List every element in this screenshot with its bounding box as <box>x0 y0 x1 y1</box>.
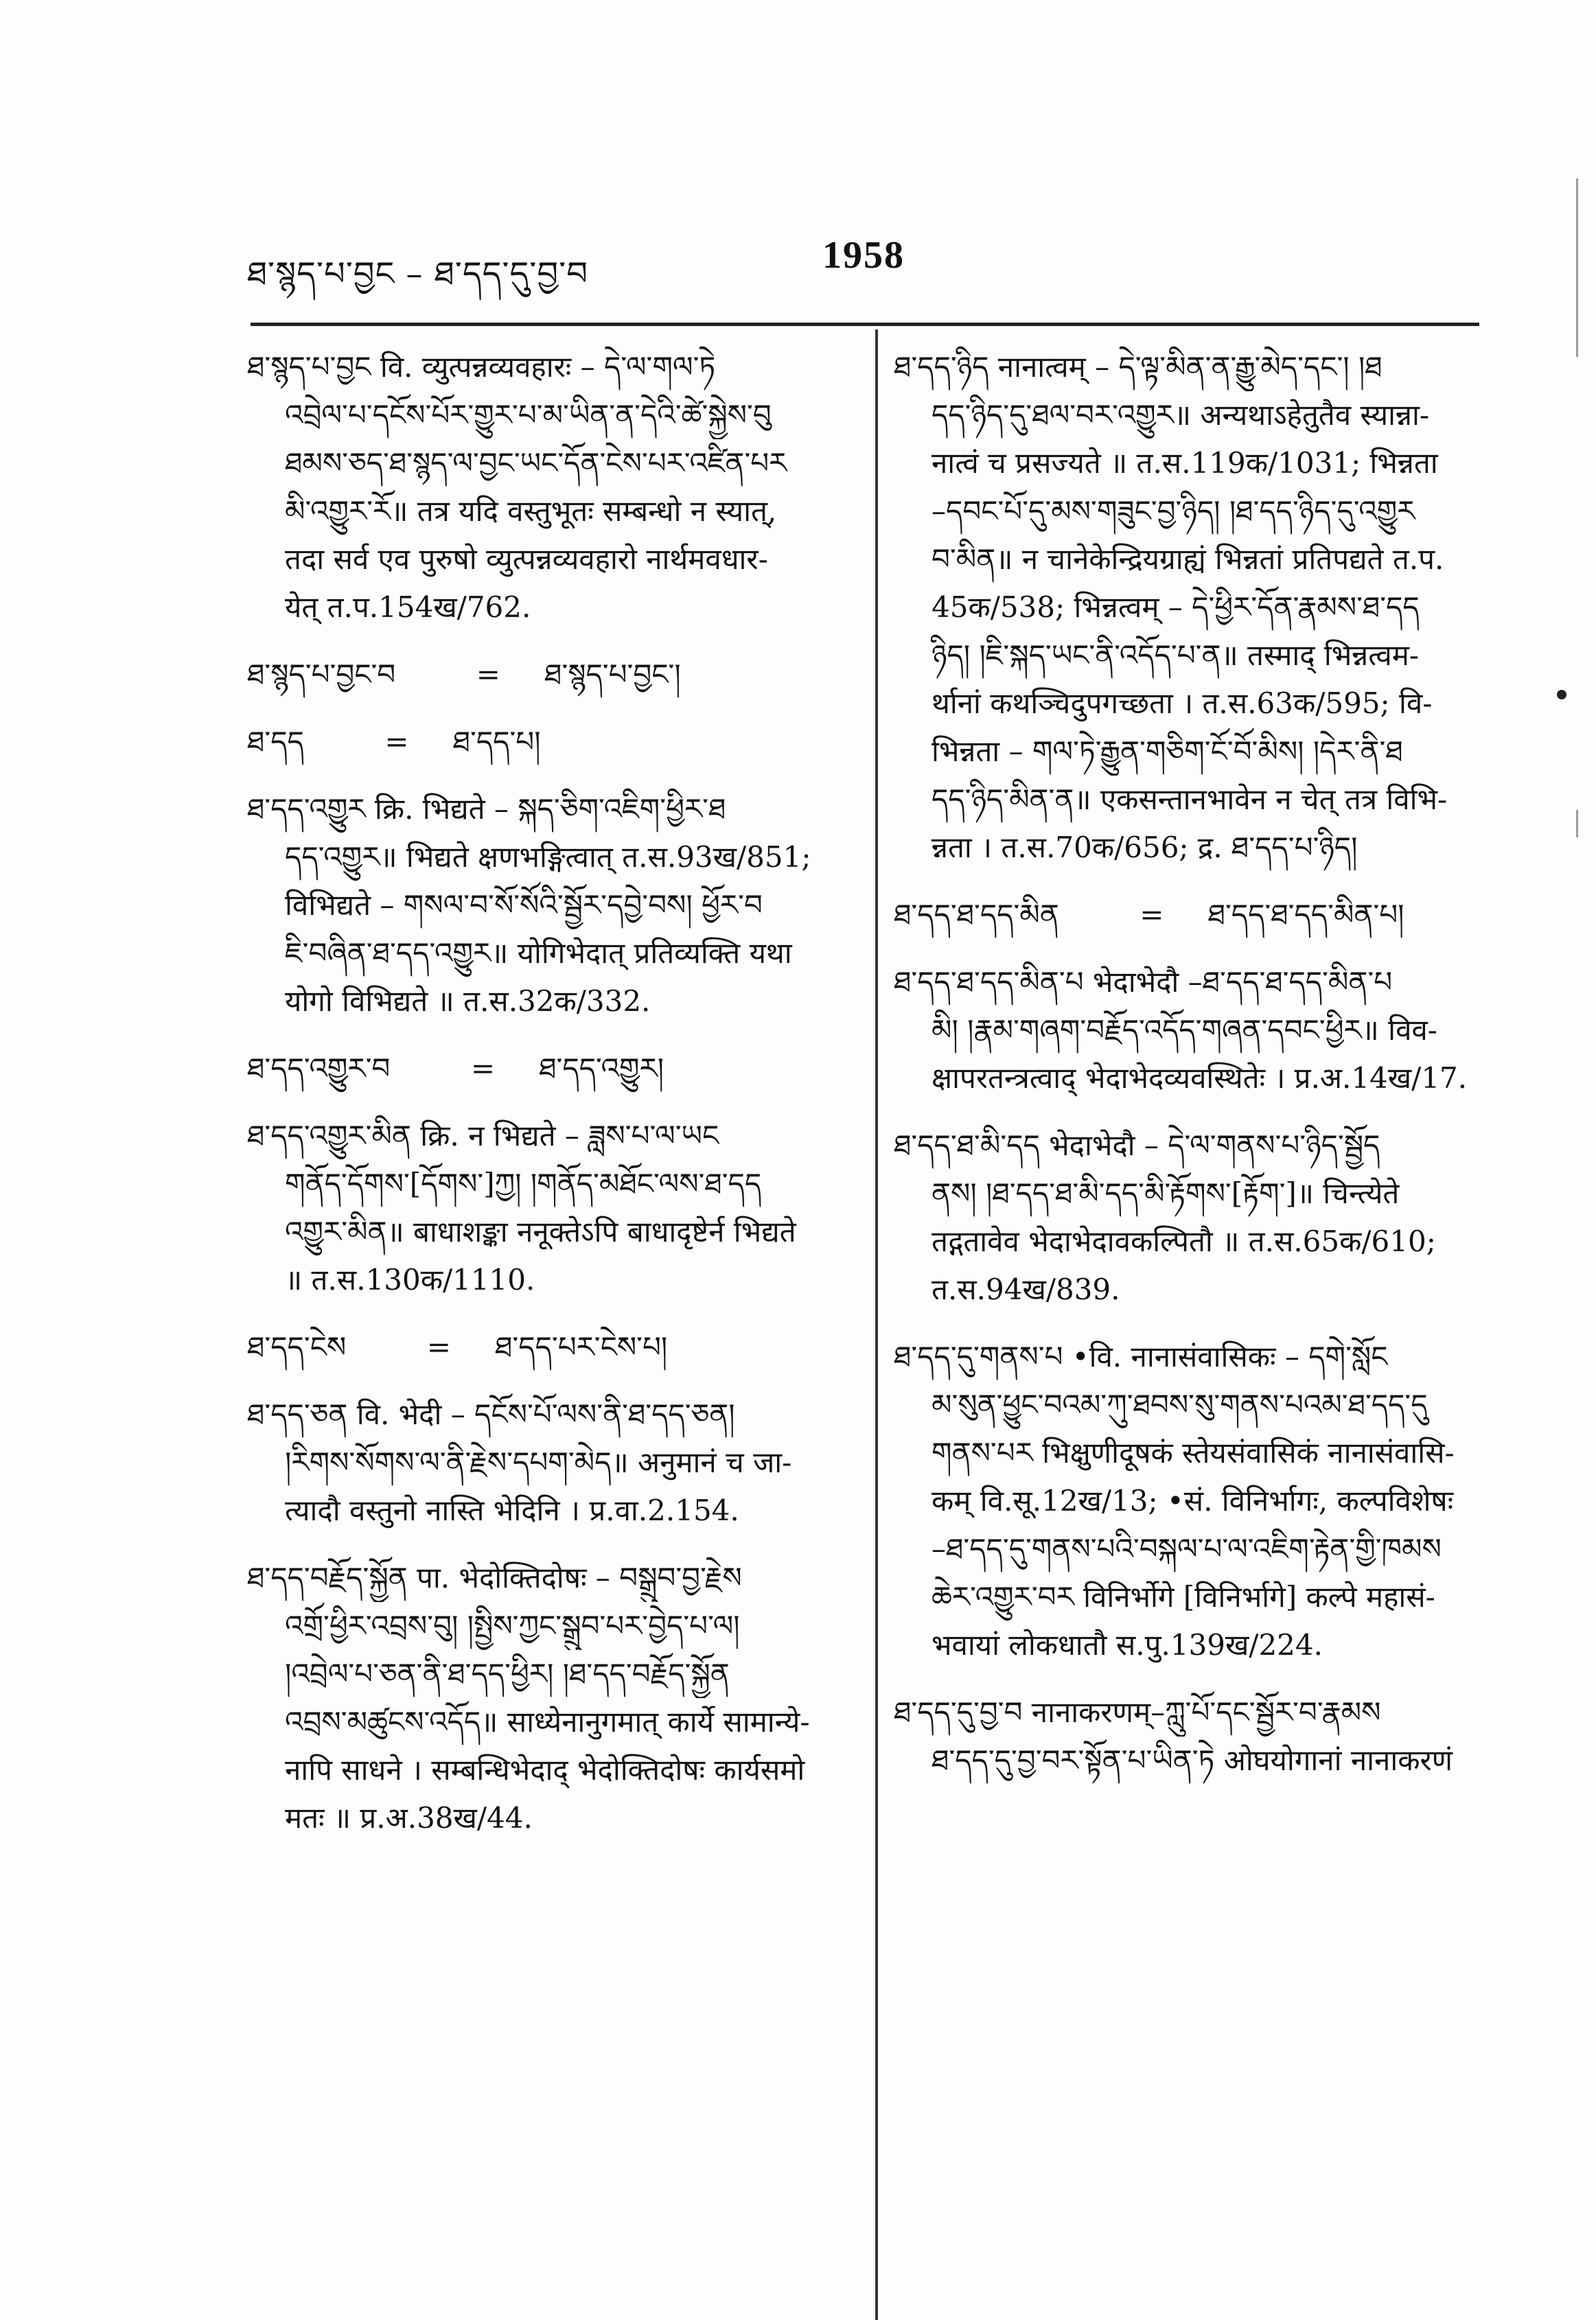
entry-line: དད་ཉིད་དུ་ཐལ་བར་འགྱུར॥ अन्यथाऽहेतुतैव स्यान्ना- <box>932 398 1430 432</box>
entry-line: དད་ཉིད་མིན་ན॥ एकसन्तानभावेन न चेत् तत्र विभि- <box>932 782 1448 816</box>
equals-sign: = <box>426 1330 451 1364</box>
cross-reference-entry <box>247 1045 858 1093</box>
page-number: 1958 <box>822 234 905 277</box>
entry-line: क्षापरतन्त्रत्वाद् भेदाभेदव्यवस्थितेः । प्र.अ.14ख/17. <box>932 1061 1468 1095</box>
entry-first-line: ཐ་དད་ཐ་དད་མིན་པ भेदाभेदौ –ཐ་དད་ཐ་དད་མིན་པ <box>894 965 1393 999</box>
left-column <box>247 343 858 1861</box>
edge-mark <box>1576 810 1578 837</box>
dictionary-entry <box>894 1122 1498 1314</box>
entry-line: तदा सर्व एव पुरुषो व्युत्पन्नव्यवहारो नार्थमवधार- <box>285 542 768 576</box>
entry-line: འགྲོ་ཕྱིར་འབྲས་བུ། །སྤྱིས་ཀྱང་སྒྲུབ་པར་བྱེད་པ་ལ། <box>285 1609 740 1643</box>
entry-line: །རིགས་སོགས་ལ་ནི་རྗེས་དཔག་མེད॥ अनुमानं च जा- <box>285 1446 792 1479</box>
entry-first-line: ཐ་དད་འགྱུར་མིན क्रि. न भिद्यते – ཟླས་པ་ལ་ཡང <box>247 1119 719 1152</box>
header-rule <box>251 323 1479 326</box>
entry-first-line: ཐ་དད་དུ་གནས་པ •वि. नानासंवासिकः – དགེ་སློང <box>894 1340 1388 1373</box>
page-header-range: ཐ་སྙད་པ་བྱང – ཐ་དད་དུ་བྱ་བ <box>247 255 588 293</box>
entry-line: –ཐ་དད་དུ་གནས་པའི་བསྐལ་པ་ལ་འཇིག་རྟེན་གྱི་ཁམས <box>932 1532 1442 1566</box>
entry-first-line: ཐ་དད་འགྱུར क्रि. भिद्यते – སྐད་ཅིག་འཇིག་ཕྱིར་ཐ <box>247 792 726 826</box>
entry-line: ॥ त.स.130क/1110. <box>285 1263 535 1297</box>
equals-sign: = <box>1140 898 1164 931</box>
entry-line: तद्गतावेव भेदाभेदावकल्पितौ ॥ त.स.65क/610; <box>932 1225 1436 1258</box>
entry-line: བ་མིན॥ न चानेकेन्द्रियग्राह्यं भिन्नतां प्रतिपद्यते त.प. <box>932 542 1444 576</box>
equals-sign: = <box>470 1052 496 1085</box>
entry-first-line: ཐ་དད་ཅན वि. भेदी – དངོས་པོ་ལས་ནི་ཐ་དད་ཅན། <box>247 1397 735 1431</box>
edge-mark <box>1576 178 1578 357</box>
dictionary-entry <box>247 785 858 1025</box>
entry-line: དད་འགྱུར॥ भिद्यते क्षणभङ्गित्वात् त.स.93ख/851; <box>285 840 811 874</box>
entry-line: ཉིད། །ཇི་སྐད་ཡང་ནི་འདོད་པ་ན॥ तस्माद् भिन्नत्वम- <box>932 638 1420 672</box>
entry-line: །འབྲེལ་པ་ཅན་ནི་ཐ་དད་ཕྱིར། །ཐ་དད་བརྗོད་སྐྱོན <box>285 1657 730 1691</box>
dictionary-entry <box>894 343 1498 872</box>
cross-reference-entry <box>894 891 1498 939</box>
entry-line: मतः ॥ प्र.अ.38ख/44. <box>285 1801 533 1835</box>
cross-reference-target: ཐ་སྙད་པ་བྱང་། <box>544 658 681 691</box>
headword: ཐ་དད <box>247 725 304 758</box>
cross-reference-target: ཐ་དད་པ། <box>452 725 541 758</box>
dictionary-entry <box>894 1689 1498 1785</box>
entry-first-line: ཐ་དད་ཉིད नानात्वम् – དེ་ལྟ་མིན་ན་རྒྱུ་མེད་དང་། །ཐ <box>894 350 1383 384</box>
cross-reference-target: ཐ་དད་འགྱུར། <box>539 1052 664 1085</box>
entry-first-line: ཐ་དད་དུ་བྱ་བ नानाकरणम्–ཀླུ་པོ་དང་སྦྱོར་བ་རྣམས <box>894 1695 1381 1729</box>
entry-line: འབྲས་མཚུངས་འདོད॥ साध्येनानुगमात् कार्ये सामान्ये- <box>285 1705 810 1739</box>
cross-reference-entry <box>247 1323 858 1371</box>
entry-line: གནས་པར भिक्षुणीदूषकं स्तेयसंवासिकं नानासंवासि- <box>932 1436 1455 1470</box>
entry-line: विभिद्यते – གསལ་བ་སོ་སོའི་སྦྱོར་དབྱེ་བས། ཕྱོར་བ <box>285 888 763 922</box>
entry-first-line: ཐ་དད་བརྗོད་སྐྱོན पा. भेदोक्तिदोषः – བསྒྲུབ་བྱ་རྗེས <box>247 1561 742 1594</box>
entry-line: མི། །རྣམ་གཞག་བརྗོད་འདོད་གཞན་དབང་ཕྱིར॥ विव- <box>932 1013 1437 1047</box>
headword: ཐ་དད་ཐ་དད་མིན <box>894 898 1059 931</box>
entry-line: नापि साधने । सम्बन्धिभेदाद् भेदोक्तिदोषः कार्यसमो <box>285 1753 805 1787</box>
headword: ཐ་སྙད་པ་བྱང་བ <box>247 658 396 691</box>
equals-sign: = <box>384 725 409 758</box>
entry-first-line: ཐ་སྙད་པ་བྱང वि. व्युत्पन्नव्यवहारः – དེ་ལ་གལ་ཏེ <box>247 350 716 384</box>
entry-line: न्नता । त.स.70क/656; द्र. ཐ་དད་པ་ཉིད། <box>932 831 1358 864</box>
dictionary-entry <box>247 1391 858 1535</box>
entry-line: येत् त.प.154ख/762. <box>285 590 531 624</box>
entry-line: ཐ་དད་དུ་བྱ་བར་སྟོན་པ་ཡིན་ཏེ ओघयोगानां नानाकरणं <box>932 1743 1453 1777</box>
entry-line: མ་སུན་ཕྱུང་བའམ་ཀུ་ཐབས་སུ་གནས་པའམ་ཐ་དད་དུ <box>932 1388 1428 1422</box>
entry-line: नात्वं च प्रसज्यते ॥ त.स.119क/1031; भिन्नता <box>932 446 1438 480</box>
cross-reference-target: ཐ་དད་ཐ་དད་མིན་པ། <box>1207 898 1404 931</box>
dictionary-entry <box>247 1112 858 1304</box>
entry-line: གནོད་དོགས་[དོགས་]ཀྱ། །གནོད་མཐོང་ལས་ཐ་དད <box>285 1167 762 1200</box>
headword: ཐ་དད་འགྱུར་བ <box>247 1052 391 1085</box>
entry-line: ཐམས་ཅད་ཐ་སྙད་ལ་བྱང་ཡང་དོན་ངེས་པར་འཛིན་པར <box>285 446 787 480</box>
margin-dot <box>1557 690 1566 699</box>
entry-line: འབྲེལ་པ་དངོས་པོར་གྱུར་པ་མ་ཡིན་ན་དེའི་ཚེ་སྐྱེས་བུ <box>285 398 772 432</box>
entry-line: ཇི་བཞིན་ཐ་དད་འགྱུར॥ योगिभेदात् प्रतिव्यक्ति यथा <box>285 936 792 970</box>
entry-line: ཆེར་འགྱུར་བར विनिर्भोगे [विनिर्भागे] कल्पे महासं- <box>932 1580 1435 1614</box>
entry-line: त्यादौ वस्तुनो नास्ति भेदिनि । प्र.वा.2.154. <box>285 1494 739 1527</box>
entry-line: མི་འགྱུར་རོ॥ तत्र यदि वस्तुभूतः सम्बन्धो न स्यात्, <box>285 494 777 528</box>
headword: ཐ་དད་ངེས <box>247 1330 347 1364</box>
entry-line: འགྱུར་མིན॥ बाधाशङ्का ननूक्तेऽपि बाधादृष्टेर्न भिद्यते <box>285 1215 796 1249</box>
cross-reference-entry <box>247 718 858 766</box>
entry-line: योगो विभिद्यते ॥ त.स.32क/332. <box>285 984 651 1018</box>
dictionary-entry <box>894 958 1498 1102</box>
dictionary-entry <box>247 1554 858 1842</box>
entry-line: र्थानां कथञ्चिदुपगच्छता । त.स.63क/595; वि- <box>932 686 1433 720</box>
entry-line: भिन्नता – གལ་ཏེ་རྒྱུན་གཅིག་ངོ་བོ་མིས། །དེར་ནི་ཐ <box>932 734 1403 768</box>
right-column <box>894 343 1498 1804</box>
entry-line: भवायां लोकधातौ स.पु.139ख/224. <box>932 1628 1323 1662</box>
dictionary-entry <box>894 1333 1498 1669</box>
column-divider <box>875 329 878 2320</box>
equals-sign: = <box>476 658 500 691</box>
dictionary-entry <box>247 343 858 631</box>
cross-reference-target: ཐ་དད་པར་ངེས་པ། <box>495 1330 668 1364</box>
entry-line: –དབང་པོ་དུ་མས་གཟུང་བྱ་ཉིད། །ཐ་དད་ཉིད་དུ་འགྱུར <box>932 494 1415 528</box>
entry-line: ནས། །ཐ་དད་ཐ་མི་དད་མི་རྟོགས་[རྟོག་]॥ चिन्त्येते <box>932 1176 1400 1210</box>
entry-line: कम् वि.सू.12ख/13; •सं. विनिर्भागः, कल्पविशेषः <box>932 1484 1454 1518</box>
cross-reference-entry <box>247 651 858 699</box>
entry-line: 45क/538; भिन्नत्वम् – དེ་ཕྱིར་དོན་རྣམས་ཐ་དད <box>932 590 1420 624</box>
entry-line: त.स.94ख/839. <box>932 1273 1120 1306</box>
entry-first-line: ཐ་དད་ཐ་མི་དད भेदाभेदौ – དེ་ལ་གནས་པ་ཉིད་སྦྱོད <box>894 1128 1380 1162</box>
